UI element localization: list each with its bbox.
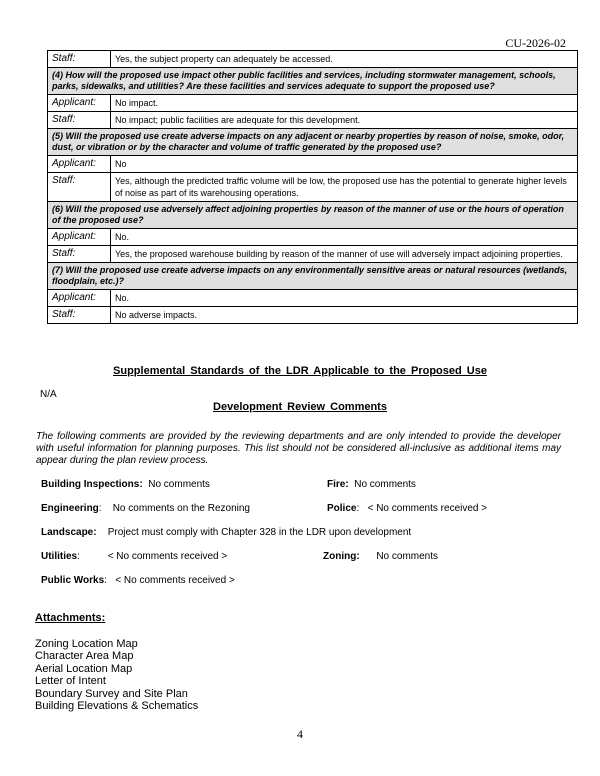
staff-response: No adverse impacts. <box>111 306 578 323</box>
landscape-comment <box>41 527 411 538</box>
review-intro-paragraph: The following comments are provided by the reviewing departments and are only intended to provide the developer with useful information for planning purposes. This list should not be considered all-inclusive as additional items may appear during the plan review process. <box>36 431 561 466</box>
utilities-comment: Utilities: < No comments received > <box>41 551 228 562</box>
zoning-comment <box>323 551 438 562</box>
role-label: Staff: <box>48 172 111 201</box>
attachments-heading: Attachments: <box>35 612 106 624</box>
table-row <box>48 228 578 245</box>
question-7: (7) Will the proposed use create adverse impacts on any environmentally sensitive areas or natural resources (wetlands, floodplain, etc.)? <box>48 262 578 289</box>
attachments-list <box>35 638 198 712</box>
role-label: Staff: <box>48 306 111 323</box>
applicant-response: No <box>111 155 578 172</box>
staff-response: Yes, the proposed warehouse building by reason of the manner of use will adversely impact adjoining properties. <box>111 245 578 262</box>
question-6: (6) Will the proposed use adversely affect adjoining properties by reason of the manner of use or the hours of operation of the proposed use? <box>48 202 578 229</box>
utilities-value: < No comments received > <box>107 551 228 562</box>
question-5: (5) Will the proposed use create adverse impacts on any adjacent or nearby properties by reason of noise, smoke, odor, dust, or vibration or by the character and volume of traffic generated by the proposed use? <box>48 129 578 156</box>
police-value: < No comments received > <box>367 503 488 514</box>
role-label: Staff: <box>48 51 111 68</box>
staff-response: Yes, the subject property can adequately be accessed. <box>111 51 578 68</box>
case-id: CU-2026-02 <box>505 36 566 50</box>
question-row <box>48 202 578 229</box>
list-item: Letter of Intent <box>35 675 106 688</box>
applicant-response: No. <box>111 228 578 245</box>
fire-label: Fire: <box>327 479 349 490</box>
public-works-value: < No comments received > <box>115 575 235 586</box>
role-label: Applicant: <box>48 155 111 172</box>
table-row <box>48 111 578 128</box>
utilities-label: Utilities <box>41 551 78 562</box>
question-row <box>48 68 578 95</box>
building-inspections-value: No comments <box>148 479 210 490</box>
building-inspections-label: Building Inspections: <box>41 479 143 490</box>
public-works-comment: Public Works: < No comments received > <box>41 575 235 586</box>
development-review-heading: Development Review Comments <box>213 401 387 413</box>
applicant-response: No. <box>111 289 578 306</box>
table-row <box>48 172 578 201</box>
review-criteria-table <box>47 50 578 324</box>
applicant-response: No impact. <box>111 94 578 111</box>
page-number: 4 <box>297 727 303 741</box>
landscape-label: Landscape: <box>41 527 97 538</box>
public-works-label: Public Works <box>41 575 105 586</box>
list-item: Building Elevations & Schematics <box>35 700 199 713</box>
question-row <box>48 129 578 156</box>
fire-value: No comments <box>354 479 416 490</box>
table-row <box>48 289 578 306</box>
role-label: Applicant: <box>48 228 111 245</box>
zoning-label: Zoning: <box>323 551 360 562</box>
list-item: Aerial Location Map <box>35 662 133 675</box>
list-item: Zoning Location Map <box>35 638 138 650</box>
table-row <box>48 306 578 323</box>
role-label: Applicant: <box>48 289 111 306</box>
landscape-value: Project must comply with Chapter 328 in the LDR upon development <box>107 527 412 538</box>
table-row <box>48 51 578 68</box>
role-label: Staff: <box>48 111 111 128</box>
fire-comment <box>327 479 416 490</box>
question-4: (4) How will the proposed use impact other public facilities and services, including stormwater management, schools, parks, sidewalks, and utilities? Are these facilities and services adequate to support the proposed use? <box>48 68 578 95</box>
list-item: Boundary Survey and Site Plan <box>35 687 188 700</box>
zoning-value: No comments <box>376 551 439 562</box>
role-label: Staff: <box>48 245 111 262</box>
police-comment: Police: < No comments received > <box>327 503 488 514</box>
staff-response: No impact; public facilities are adequate for this development. <box>111 111 578 128</box>
building-inspections-comment <box>41 479 210 490</box>
engineering-comment: Engineering: No comments on the Rezoning <box>41 503 250 514</box>
police-label: Police <box>327 503 357 514</box>
supplemental-standards-value: N/A <box>40 389 57 400</box>
engineering-value: No comments on the Rezoning <box>112 503 250 514</box>
role-label: Applicant: <box>48 94 111 111</box>
table-row <box>48 94 578 111</box>
table-row <box>48 245 578 262</box>
supplemental-standards-heading: Supplemental Standards of the LDR Applicable to the Proposed Use <box>113 365 487 377</box>
staff-response: Yes, although the predicted traffic volume will be low, the proposed use has the potential to generate higher levels of noise as part of its warehousing operations. <box>111 172 578 201</box>
list-item: Character Area Map <box>35 650 134 663</box>
question-row <box>48 262 578 289</box>
engineering-label: Engineering <box>41 503 99 514</box>
table-row <box>48 155 578 172</box>
